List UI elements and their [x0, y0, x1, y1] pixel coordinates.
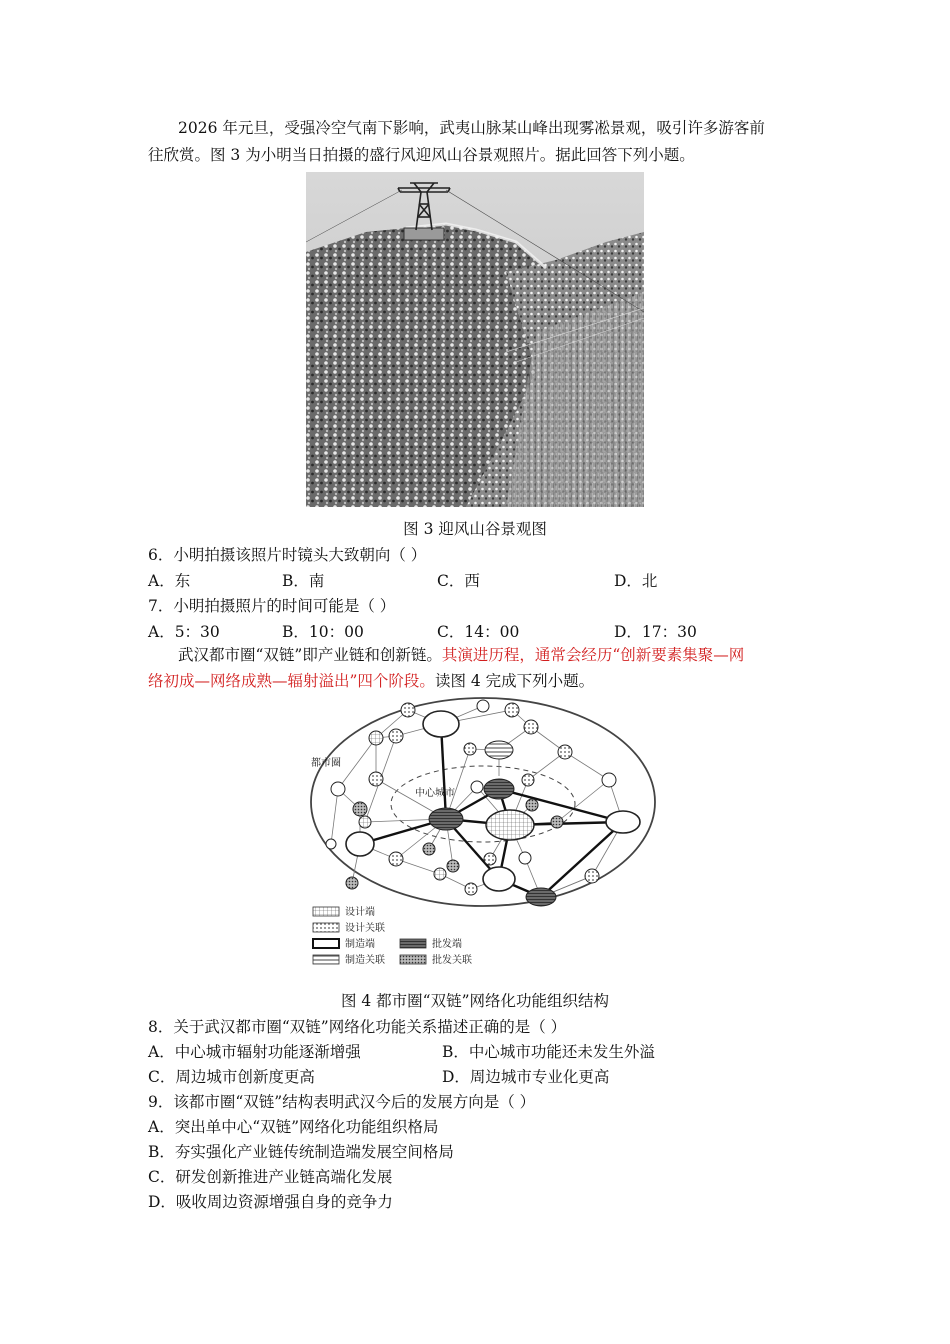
q9-option-b: B．夯实强化产业链传统制造端发展空间格局	[148, 1143, 454, 1161]
intro2-line2	[148, 669, 594, 691]
valley-photo-illustration	[306, 172, 644, 507]
q9-option-c: C．研发创新推进产业链高端化发展	[148, 1168, 393, 1186]
network-diagram-svg	[303, 694, 663, 972]
q6-option-a: A．东	[148, 572, 191, 590]
q8-option-c: C．周边城市创新度更高	[148, 1068, 315, 1086]
legend-swatch-design-relation	[313, 923, 339, 932]
q7-stem: 7．小明拍摄照片的时间可能是（ ）	[148, 597, 396, 615]
q7-option-a: A．5：30	[148, 623, 220, 641]
metro-circle-label: 都市圈	[311, 758, 341, 769]
legend-label-manufacturing: 制造端	[345, 939, 375, 950]
intro1-line2: 往欣赏。图 3 为小明当日拍摄的盛行风迎风山谷景观照片。据此回答下列小题。	[148, 146, 695, 164]
legend-swatch-manufacturing	[313, 939, 339, 948]
legend-label-design: 设计端	[345, 907, 375, 918]
legend-label-wholesale: 批发端	[432, 939, 462, 950]
q8-option-b: B．中心城市功能还未发生外溢	[442, 1043, 655, 1061]
q6-option-c: C．西	[437, 572, 480, 590]
q6-option-d: D．北	[614, 572, 658, 590]
intro2-line2-black: 读图 4 完成下列小题。	[434, 672, 595, 690]
q7-option-c: C．14：00	[437, 623, 520, 641]
legend-swatch-wholesale-relation	[400, 955, 426, 964]
legend-swatch-wholesale	[400, 939, 426, 948]
intro2-line1-red: 其演进历程，通常会经历“创新要素集聚—网	[441, 646, 745, 664]
figure4-caption: 图 4 都市圈“双链”网络化功能组织结构	[340, 992, 610, 1010]
q8-option-d: D．周边城市专业化更高	[442, 1068, 610, 1086]
intro2-line2-red: 络初成—网络成熟—辐射溢出”四个阶段。	[148, 672, 435, 690]
intro1-line1: 2026 年元旦，受强冷空气南下影响，武夷山脉某山峰出现雾凇景观，吸引许多游客前	[178, 119, 765, 137]
city-nodes	[326, 700, 640, 906]
intro2-line1	[178, 643, 744, 665]
q7-option-b: B．10：00	[282, 623, 364, 641]
q6-stem: 6．小明拍摄该照片时镜头大致朝向（ ）	[148, 546, 427, 564]
network-diagram	[303, 694, 663, 972]
legend-swatch-design	[313, 907, 339, 916]
intro2-line1-black: 武汉都市圈“双链”即产业链和创新链。	[178, 646, 442, 664]
q9-option-d: D．吸收周边资源增强自身的竞争力	[148, 1193, 393, 1211]
valley-photo	[306, 172, 644, 507]
q8-stem: 8．关于武汉都市圈“双链”网络化功能关系描述正确的是（ ）	[148, 1018, 567, 1036]
legend	[313, 905, 472, 966]
q9-option-a: A．突出单中心“双链”网络化功能组织格局	[148, 1118, 439, 1136]
figure3-caption: 图 3 迎风山谷景观图	[403, 520, 547, 538]
legend-label-wholesale-relation: 批发关联	[432, 955, 472, 966]
center-city-outline	[391, 766, 575, 842]
legend-swatch-manufacturing-relation	[313, 955, 339, 964]
q8-option-a: A．中心城市辐射功能逐渐增强	[148, 1043, 361, 1061]
legend-label-design-relation: 设计关联	[345, 923, 385, 934]
q6-option-b: B．南	[282, 572, 325, 590]
center-city-label: 中心城市	[415, 788, 455, 799]
q7-option-d: D．17：30	[614, 623, 697, 641]
legend-label-manufacturing-relation: 制造关联	[345, 955, 385, 966]
q9-stem: 9．该都市圈“双链”结构表明武汉今后的发展方向是（ ）	[148, 1093, 536, 1111]
